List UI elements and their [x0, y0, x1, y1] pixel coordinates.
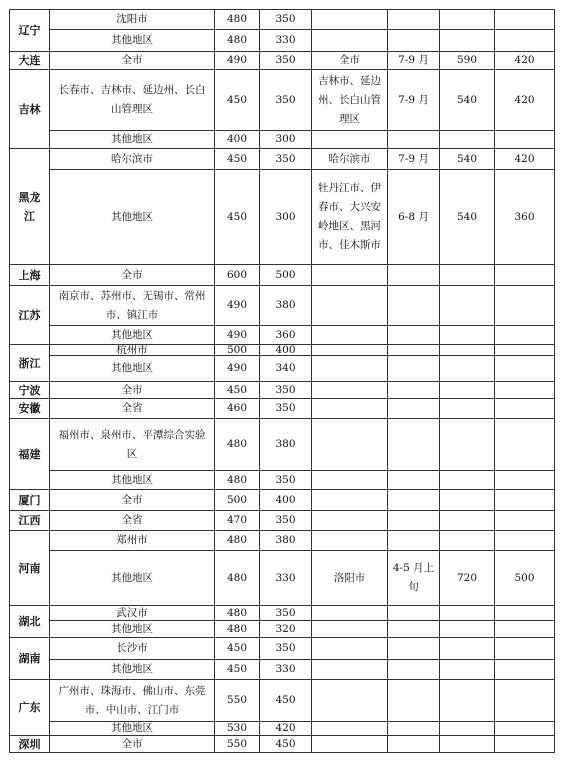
province-cell: 深圳 — [9, 735, 50, 753]
standard-a-cell: 450 — [214, 381, 260, 399]
special-area-cell — [311, 620, 388, 638]
period-cell — [387, 418, 440, 471]
area-cell: 其他地区 — [49, 169, 215, 265]
standard-a-cell: 500 — [214, 344, 260, 356]
standard-b-cell: 380 — [259, 530, 312, 551]
area-cell: 其他地区 — [49, 721, 215, 736]
area-cell: 其他地区 — [49, 355, 215, 382]
province-cell: 厦门 — [9, 489, 50, 511]
period-cell: 7-9 月 — [387, 51, 440, 70]
standard-a-cell: 550 — [214, 735, 260, 753]
rate-table — [10, 10, 555, 753]
standard-a-cell: 490 — [214, 51, 260, 70]
standard-b-cell: 350 — [259, 381, 312, 399]
period-cell: 7-9 月 — [387, 69, 440, 131]
standard-a-cell: 490 — [214, 355, 260, 382]
standard-b-cell: 380 — [259, 285, 312, 326]
standard-a-cell: 450 — [214, 637, 260, 660]
special-area-cell — [311, 355, 388, 382]
province-cell: 湖北 — [9, 605, 50, 638]
province-cell: 河南 — [9, 530, 50, 606]
standard-b-cell: 340 — [259, 355, 312, 382]
standard-b-cell: 380 — [259, 418, 312, 471]
period-cell: 4-5 月上旬 — [387, 550, 440, 606]
peak-b-cell — [494, 530, 555, 551]
province-cell: 黑龙江 — [9, 148, 50, 265]
standard-b-cell: 300 — [259, 130, 312, 149]
peak-b-cell — [494, 679, 555, 722]
area-cell: 南京市、苏州市、无锡市、常州市、镇江市 — [49, 285, 215, 326]
standard-a-cell: 480 — [214, 550, 260, 606]
province-cell: 安徽 — [9, 398, 50, 419]
period-cell: 7-9 月 — [387, 148, 440, 170]
standard-a-cell: 450 — [214, 169, 260, 265]
province-cell: 福建 — [9, 418, 50, 490]
period-cell — [387, 510, 440, 531]
peak-b-cell — [494, 264, 555, 286]
area-cell: 其他地区 — [49, 325, 215, 345]
standard-b-cell: 450 — [259, 735, 312, 753]
province-cell: 江苏 — [9, 285, 50, 345]
province-cell: 吉林 — [9, 69, 50, 149]
peak-b-cell: 500 — [494, 550, 555, 606]
period-cell: 6-8 月 — [387, 169, 440, 265]
peak-a-cell — [439, 418, 495, 471]
special-area-cell — [311, 398, 388, 419]
peak-b-cell — [494, 721, 555, 736]
special-area-cell — [311, 659, 388, 680]
province-cell: 大连 — [9, 51, 50, 70]
standard-b-cell: 420 — [259, 721, 312, 736]
area-cell: 其他地区 — [49, 620, 215, 638]
province-cell: 江西 — [9, 510, 50, 531]
standard-a-cell: 480 — [214, 620, 260, 638]
special-area-cell: 哈尔滨市 — [311, 148, 388, 170]
special-area-cell — [311, 325, 388, 345]
peak-a-cell — [439, 735, 495, 753]
period-cell — [387, 530, 440, 551]
period-cell — [387, 29, 440, 52]
peak-a-cell — [439, 9, 495, 30]
period-cell — [387, 735, 440, 753]
standard-a-cell: 450 — [214, 659, 260, 680]
special-area-cell: 洛阳市 — [311, 550, 388, 606]
area-cell: 全省 — [49, 510, 215, 531]
area-cell: 全市 — [49, 381, 215, 399]
period-cell — [387, 721, 440, 736]
area-cell: 武汉市 — [49, 605, 215, 621]
peak-a-cell: 540 — [439, 69, 495, 131]
peak-b-cell — [494, 29, 555, 52]
standard-b-cell: 350 — [259, 9, 312, 30]
standard-a-cell: 480 — [214, 418, 260, 471]
standard-a-cell: 490 — [214, 285, 260, 326]
area-cell: 全市 — [49, 735, 215, 753]
peak-b-cell — [494, 620, 555, 638]
period-cell — [387, 489, 440, 511]
peak-a-cell: 720 — [439, 550, 495, 606]
standard-a-cell: 480 — [214, 9, 260, 30]
special-area-cell — [311, 29, 388, 52]
period-cell — [387, 637, 440, 660]
standard-b-cell: 400 — [259, 344, 312, 356]
standard-b-cell: 350 — [259, 470, 312, 490]
standard-b-cell: 350 — [259, 637, 312, 660]
peak-a-cell — [439, 325, 495, 345]
special-area-cell: 全市 — [311, 51, 388, 70]
area-cell: 其他地区 — [49, 130, 215, 149]
standard-b-cell: 350 — [259, 605, 312, 621]
peak-b-cell: 420 — [494, 51, 555, 70]
standard-a-cell: 400 — [214, 130, 260, 149]
period-cell — [387, 659, 440, 680]
province-cell: 宁波 — [9, 381, 50, 399]
period-cell — [387, 355, 440, 382]
peak-a-cell — [439, 398, 495, 419]
special-area-cell: 牡丹江市、伊春市、大兴安岭地区、黑河市、佳木斯市 — [311, 169, 388, 265]
special-area-cell: 吉林市、延边州、长白山管理区 — [311, 69, 388, 131]
standard-a-cell: 550 — [214, 679, 260, 722]
peak-a-cell — [439, 285, 495, 326]
area-cell: 长春市、吉林市、延边州、长白山管理区 — [49, 69, 215, 131]
standard-b-cell: 500 — [259, 264, 312, 286]
peak-b-cell — [494, 9, 555, 30]
province-cell: 广东 — [9, 679, 50, 736]
period-cell — [387, 605, 440, 621]
peak-b-cell: 360 — [494, 169, 555, 265]
peak-a-cell — [439, 130, 495, 149]
peak-b-cell: 420 — [494, 69, 555, 131]
standard-a-cell: 500 — [214, 489, 260, 511]
peak-b-cell — [494, 659, 555, 680]
standard-b-cell: 350 — [259, 398, 312, 419]
area-cell: 全市 — [49, 264, 215, 286]
special-area-cell — [311, 470, 388, 490]
peak-b-cell — [494, 325, 555, 345]
standard-b-cell: 330 — [259, 29, 312, 52]
peak-a-cell: 590 — [439, 51, 495, 70]
peak-a-cell — [439, 721, 495, 736]
area-cell: 其他地区 — [49, 29, 215, 52]
peak-a-cell — [439, 510, 495, 531]
special-area-cell — [311, 721, 388, 736]
peak-b-cell — [494, 470, 555, 490]
peak-b-cell — [494, 398, 555, 419]
special-area-cell — [311, 130, 388, 149]
special-area-cell — [311, 418, 388, 471]
standard-a-cell: 460 — [214, 398, 260, 419]
special-area-cell — [311, 9, 388, 30]
standard-a-cell: 450 — [214, 69, 260, 131]
standard-b-cell: 330 — [259, 659, 312, 680]
period-cell — [387, 264, 440, 286]
standard-a-cell: 480 — [214, 530, 260, 551]
standard-a-cell: 600 — [214, 264, 260, 286]
special-area-cell — [311, 381, 388, 399]
period-cell — [387, 470, 440, 490]
standard-a-cell: 480 — [214, 29, 260, 52]
standard-a-cell: 490 — [214, 325, 260, 345]
special-area-cell — [311, 530, 388, 551]
area-cell: 其他地区 — [49, 470, 215, 490]
peak-b-cell — [494, 381, 555, 399]
period-cell — [387, 381, 440, 399]
peak-a-cell — [439, 355, 495, 382]
peak-a-cell — [439, 381, 495, 399]
period-cell — [387, 285, 440, 326]
period-cell — [387, 325, 440, 345]
standard-b-cell: 360 — [259, 325, 312, 345]
period-cell — [387, 398, 440, 419]
province-cell: 辽宁 — [9, 9, 50, 52]
peak-a-cell — [439, 605, 495, 621]
peak-a-cell — [439, 264, 495, 286]
peak-b-cell — [494, 489, 555, 511]
peak-a-cell — [439, 470, 495, 490]
special-area-cell — [311, 510, 388, 531]
special-area-cell — [311, 285, 388, 326]
area-cell: 其他地区 — [49, 659, 215, 680]
special-area-cell — [311, 637, 388, 660]
area-cell: 杭州市 — [49, 344, 215, 356]
area-cell: 福州市、泉州市、平潭综合实验区 — [49, 418, 215, 471]
peak-a-cell — [439, 659, 495, 680]
peak-a-cell: 540 — [439, 148, 495, 170]
peak-a-cell — [439, 29, 495, 52]
standard-b-cell: 400 — [259, 489, 312, 511]
period-cell — [387, 9, 440, 30]
area-cell: 沈阳市 — [49, 9, 215, 30]
peak-b-cell — [494, 285, 555, 326]
province-cell: 浙江 — [9, 344, 50, 382]
standard-b-cell: 300 — [259, 169, 312, 265]
area-cell: 全省 — [49, 398, 215, 419]
peak-a-cell — [439, 489, 495, 511]
area-cell: 全市 — [49, 51, 215, 70]
area-cell: 广州市、珠海市、佛山市、东莞市、中山市、江门市 — [49, 679, 215, 722]
area-cell: 哈尔滨市 — [49, 148, 215, 170]
peak-a-cell: 540 — [439, 169, 495, 265]
special-area-cell — [311, 605, 388, 621]
area-cell: 长沙市 — [49, 637, 215, 660]
peak-b-cell — [494, 637, 555, 660]
special-area-cell — [311, 679, 388, 722]
peak-a-cell — [439, 620, 495, 638]
standard-b-cell: 330 — [259, 550, 312, 606]
peak-a-cell — [439, 637, 495, 660]
peak-b-cell — [494, 418, 555, 471]
peak-b-cell: 420 — [494, 148, 555, 170]
period-cell — [387, 679, 440, 722]
period-cell — [387, 130, 440, 149]
standard-a-cell: 480 — [214, 605, 260, 621]
standard-b-cell: 350 — [259, 69, 312, 131]
area-cell: 其他地区 — [49, 550, 215, 606]
peak-a-cell — [439, 530, 495, 551]
province-cell: 上海 — [9, 264, 50, 286]
special-area-cell — [311, 489, 388, 511]
standard-b-cell: 350 — [259, 510, 312, 531]
peak-b-cell — [494, 355, 555, 382]
period-cell — [387, 620, 440, 638]
standard-b-cell: 450 — [259, 679, 312, 722]
area-cell: 全市 — [49, 489, 215, 511]
area-cell: 郑州市 — [49, 530, 215, 551]
standard-b-cell: 350 — [259, 51, 312, 70]
standard-a-cell: 480 — [214, 470, 260, 490]
standard-a-cell: 530 — [214, 721, 260, 736]
peak-a-cell — [439, 679, 495, 722]
peak-b-cell — [494, 130, 555, 149]
peak-b-cell — [494, 510, 555, 531]
standard-a-cell: 450 — [214, 148, 260, 170]
province-cell: 湖南 — [9, 637, 50, 680]
special-area-cell — [311, 735, 388, 753]
special-area-cell — [311, 264, 388, 286]
standard-a-cell: 470 — [214, 510, 260, 531]
peak-b-cell — [494, 735, 555, 753]
standard-b-cell: 350 — [259, 148, 312, 170]
peak-b-cell — [494, 605, 555, 621]
standard-b-cell: 320 — [259, 620, 312, 638]
